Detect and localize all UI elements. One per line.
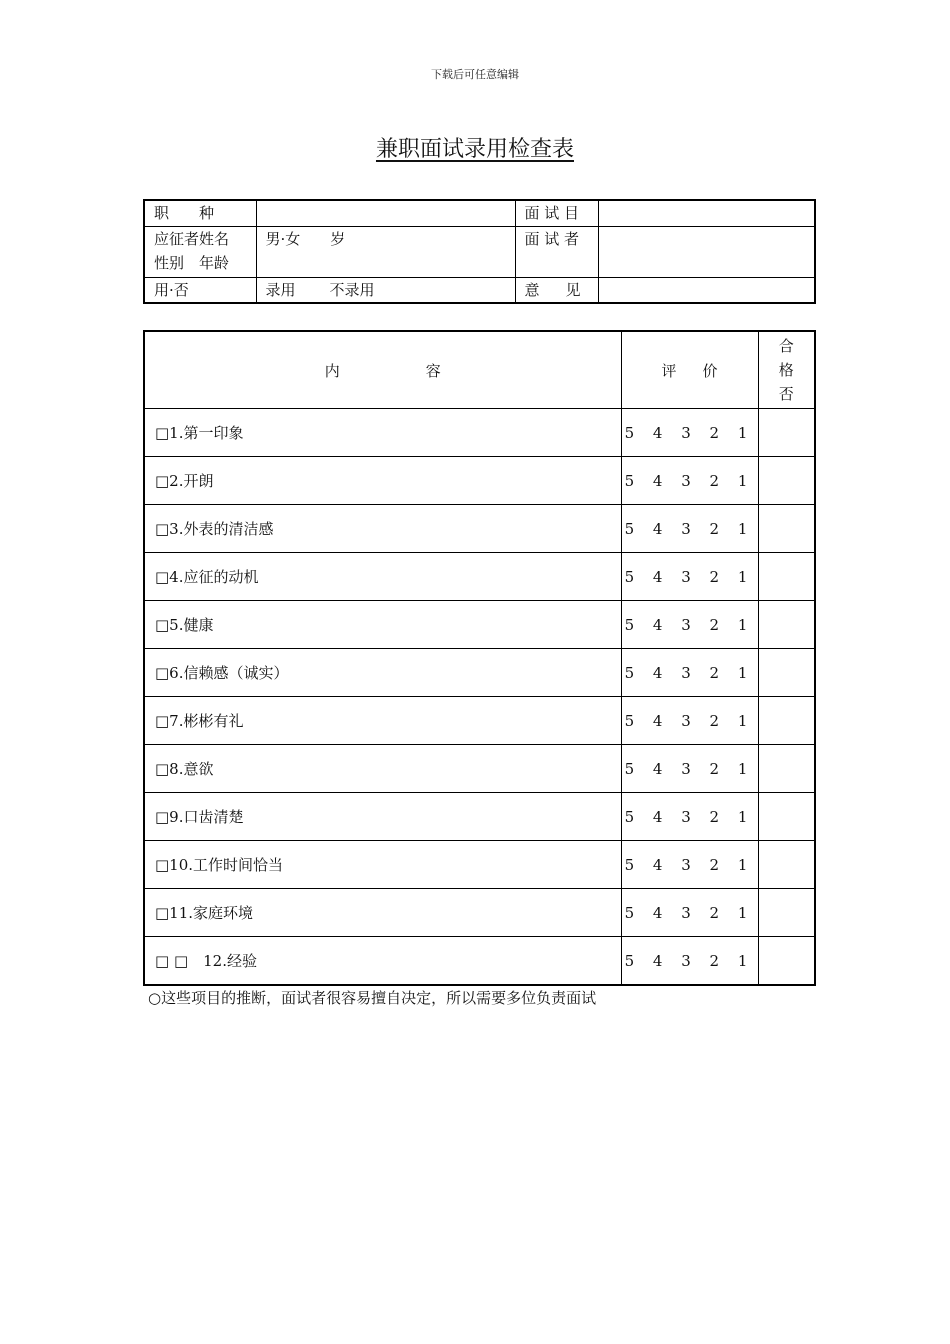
score-scale[interactable]: 5 4 3 2 1 <box>621 505 758 553</box>
reject-option[interactable]: 不录用 <box>329 280 375 299</box>
table-row <box>144 601 815 649</box>
pass-cell[interactable] <box>758 697 815 745</box>
score-scale[interactable]: 5 4 3 2 1 <box>621 793 758 841</box>
header-note: 下载后可任意编辑 <box>431 68 519 81</box>
gender-age-field[interactable] <box>256 226 515 277</box>
opinion-label: 意 见 <box>515 277 598 303</box>
score-scale[interactable]: 5 4 3 2 1 <box>621 409 758 457</box>
item-checkbox-label[interactable]: □6.信赖感（诚实） <box>144 649 621 697</box>
table-row <box>144 697 815 745</box>
gender-options[interactable]: 男·女 <box>265 229 301 248</box>
item-checkbox-label[interactable]: □10.工作时间恰当 <box>144 841 621 889</box>
footnote: ○这些项目的推断，面试者很容易擅自决定，所以需要多位负责面试 <box>148 989 597 1007</box>
item-checkbox-label[interactable]: □9.口齿清楚 <box>144 793 621 841</box>
pass-cell[interactable] <box>758 841 815 889</box>
applicant-label-line2: 性别 年龄 <box>154 253 230 272</box>
applicant-label-line1: 应征者姓名 <box>154 229 230 248</box>
score-scale[interactable]: 5 4 3 2 1 <box>621 745 758 793</box>
table-row <box>144 793 815 841</box>
item-checkbox-label[interactable]: □7.彬彬有礼 <box>144 697 621 745</box>
table-row <box>144 745 815 793</box>
hire-option[interactable]: 录用 <box>265 280 296 299</box>
interview-date-field[interactable] <box>598 200 815 226</box>
hire-decision-label: 用·否 <box>144 277 256 303</box>
job-type-field[interactable] <box>256 200 515 226</box>
interviewer-field[interactable] <box>598 226 815 277</box>
score-scale[interactable]: 5 4 3 2 1 <box>621 937 758 986</box>
page-title <box>0 132 950 163</box>
interviewer-label: 面 试 者 <box>515 226 598 277</box>
item-checkbox-label[interactable]: □4.应征的动机 <box>144 553 621 601</box>
content-header: 内 容 <box>144 331 621 409</box>
score-scale[interactable]: 5 4 3 2 1 <box>621 649 758 697</box>
score-scale[interactable]: 5 4 3 2 1 <box>621 457 758 505</box>
pass-cell[interactable] <box>758 937 815 986</box>
pass-cell[interactable] <box>758 745 815 793</box>
table-row <box>144 937 815 986</box>
opinion-field[interactable] <box>598 277 815 303</box>
table-row <box>144 505 815 553</box>
evaluation-table <box>143 330 816 986</box>
pass-cell[interactable] <box>758 553 815 601</box>
table-row <box>144 553 815 601</box>
pass-header: 合 格 否 <box>758 331 815 409</box>
pass-cell[interactable] <box>758 601 815 649</box>
applicant-label <box>144 226 256 277</box>
item-checkbox-label[interactable]: □1.第一印象 <box>144 409 621 457</box>
score-scale[interactable]: 5 4 3 2 1 <box>621 601 758 649</box>
pass-cell[interactable] <box>758 649 815 697</box>
score-scale[interactable]: 5 4 3 2 1 <box>621 697 758 745</box>
item-checkbox-label[interactable]: □3.外表的清洁感 <box>144 505 621 553</box>
pass-cell[interactable] <box>758 505 815 553</box>
pass-cell[interactable] <box>758 793 815 841</box>
hire-decision-field[interactable] <box>256 277 515 303</box>
pass-cell[interactable] <box>758 457 815 505</box>
pass-cell[interactable] <box>758 889 815 937</box>
info-table <box>143 199 816 304</box>
item-checkbox-label[interactable]: □ □ 12.经验 <box>144 937 621 986</box>
item-checkbox-label[interactable]: □8.意欲 <box>144 745 621 793</box>
table-row <box>144 889 815 937</box>
item-checkbox-label[interactable]: □11.家庭环境 <box>144 889 621 937</box>
table-row <box>144 841 815 889</box>
table-row <box>144 409 815 457</box>
score-scale[interactable]: 5 4 3 2 1 <box>621 889 758 937</box>
table-row <box>144 457 815 505</box>
interview-date-label: 面 试 目 <box>515 200 598 226</box>
item-checkbox-label[interactable]: □2.开朗 <box>144 457 621 505</box>
page-title-text: 兼职面试录用检查表 <box>375 137 574 162</box>
table-row <box>144 649 815 697</box>
pass-cell[interactable] <box>758 409 815 457</box>
score-scale[interactable]: 5 4 3 2 1 <box>621 841 758 889</box>
job-type-label: 职 种 <box>144 200 256 226</box>
age-unit: 岁 <box>330 229 346 248</box>
score-header: 评 价 <box>621 331 758 409</box>
item-checkbox-label[interactable]: □5.健康 <box>144 601 621 649</box>
score-scale[interactable]: 5 4 3 2 1 <box>621 553 758 601</box>
